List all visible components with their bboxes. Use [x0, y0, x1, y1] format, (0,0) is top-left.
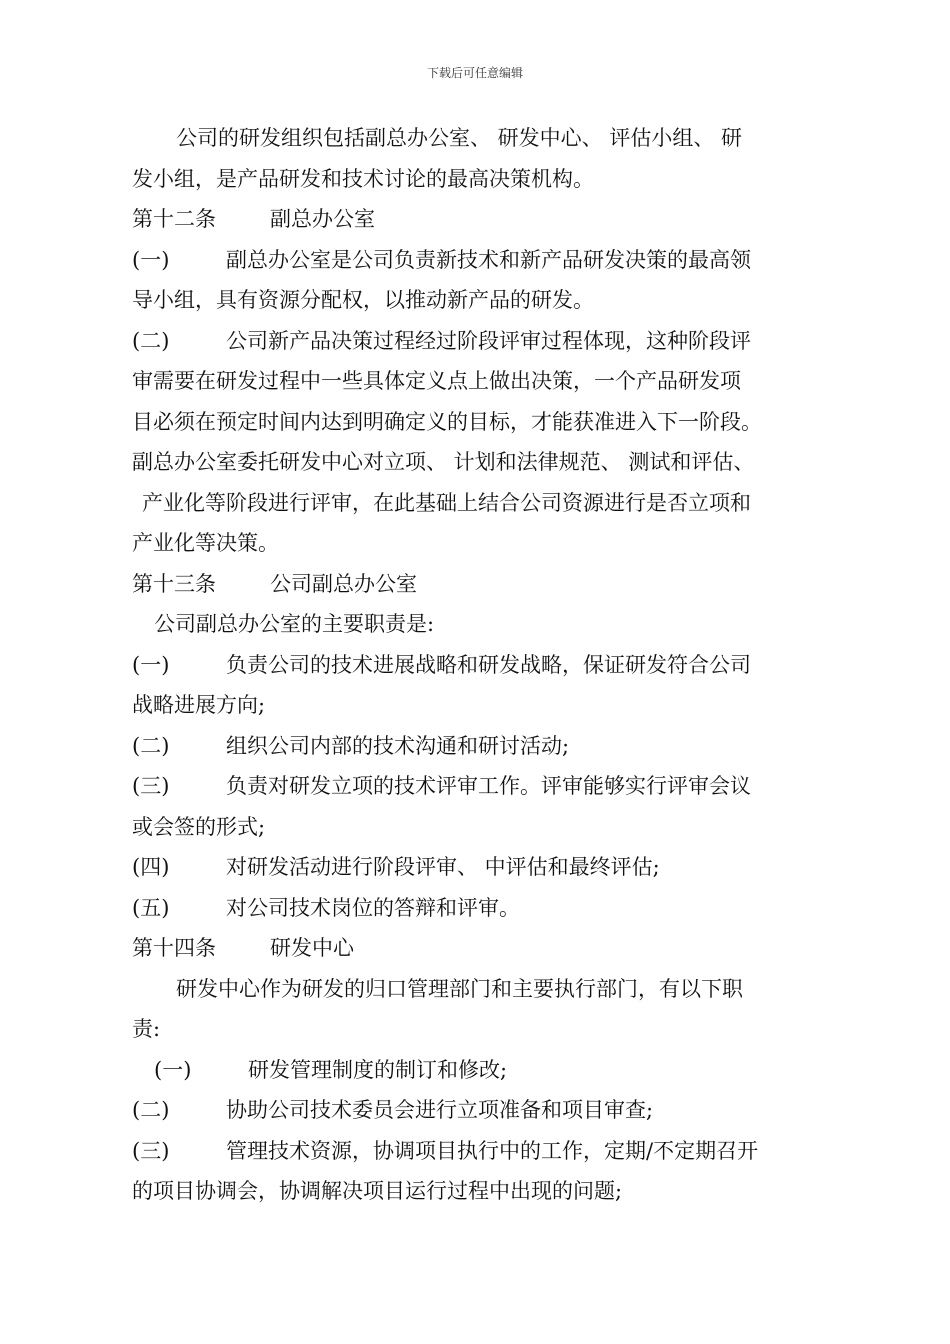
- list-item: [132, 1131, 822, 1172]
- item-text: 协助公司技术委员会进行立项准备和项目审查;: [226, 1098, 654, 1122]
- item-text: 副总办公室是公司负责新技术和新产品研发决策的最高领: [226, 247, 751, 272]
- list-item: [132, 847, 822, 888]
- list-item: [132, 726, 822, 767]
- paragraph-line: 导小组，具有资源分配权，以推动新产品的研发。: [132, 288, 594, 312]
- paragraph-line: 研发中心作为研发的归口管理部门和主要执行部门，有以下职: [176, 976, 743, 1001]
- item-text: 公司新产品决策过程经过阶段评审过程体现，这种阶段评: [226, 328, 751, 353]
- item-number: (五): [132, 895, 170, 920]
- list-item: [132, 766, 822, 807]
- article-title: 研发中心: [270, 936, 354, 960]
- item-number: (四): [132, 855, 170, 879]
- article-title: 副总办公室: [270, 207, 375, 231]
- article-number: 第十四条: [132, 936, 216, 960]
- list-item: [132, 240, 822, 281]
- paragraph-line: 公司的研发组织包括副总办公室、 研发中心、 评估小组、 研: [176, 126, 743, 150]
- item-text: 组织公司内部的技术沟通和研讨活动;: [226, 733, 570, 758]
- item-number: (一): [132, 247, 170, 272]
- item-number: (一): [132, 652, 170, 677]
- paragraph-line: 目必须在预定时间内达到明确定义的目标，才能获准进入下一阶段。: [132, 409, 762, 434]
- item-text: 对公司技术岗位的答辩和评审。: [226, 895, 520, 920]
- paragraph-line: 战略进展方向;: [132, 693, 266, 717]
- article-heading: [132, 564, 822, 605]
- item-number: (二): [132, 1098, 170, 1122]
- paragraph-line: 公司副总办公室的主要职责是:: [154, 612, 435, 636]
- item-text: 研发管理制度的制订和修改;: [248, 1057, 508, 1082]
- page-header: 下载后可任意编辑: [426, 66, 523, 80]
- paragraph-line: 产业化等阶段进行评审，在此基础上结合公司资源进行是否立项和: [142, 490, 751, 515]
- list-item: [132, 888, 822, 929]
- document-body: [132, 118, 822, 1212]
- item-number: (一): [154, 1057, 192, 1082]
- paragraph-line: 副总办公室委托研发中心对立项、 计划和法律规范、 测试和评估、: [132, 450, 755, 474]
- item-text: 管理技术资源，协调项目执行中的工作，定期/不定期召开: [226, 1138, 759, 1163]
- item-number: (三): [132, 774, 170, 798]
- item-text: 负责对研发立项的技术评审工作。评审能够实行评审会议: [226, 774, 751, 798]
- item-text: 负责公司的技术进展战略和研发战略，保证研发符合公司: [226, 652, 751, 677]
- list-item: [132, 321, 822, 362]
- paragraph-line: 发小组，是产品研发和技术讨论的最高决策机构。: [132, 166, 594, 191]
- paragraph-line: 或会签的形式;: [132, 814, 266, 839]
- article-number: 第十三条: [132, 571, 216, 596]
- item-number: (三): [132, 1138, 170, 1163]
- item-text: 对研发活动进行阶段评审、 中评估和最终评估;: [226, 855, 660, 879]
- article-heading: [132, 199, 822, 240]
- article-number: 第十二条: [132, 207, 216, 231]
- list-item: [132, 1050, 822, 1091]
- paragraph-line: 审需要在研发过程中一些具体定义点上做出决策，一个产品研发项: [132, 369, 741, 393]
- list-item: [132, 1090, 822, 1131]
- paragraph-line: 产业化等决策。: [132, 531, 279, 555]
- item-number: (二): [132, 328, 170, 353]
- paragraph-line: 责:: [132, 1017, 161, 1041]
- list-item: [132, 645, 822, 686]
- item-number: (二): [132, 733, 170, 758]
- article-heading: [132, 928, 822, 969]
- paragraph-line: 的项目协调会，协调解决项目运行过程中出现的问题;: [132, 1179, 623, 1203]
- article-title: 公司副总办公室: [270, 571, 417, 596]
